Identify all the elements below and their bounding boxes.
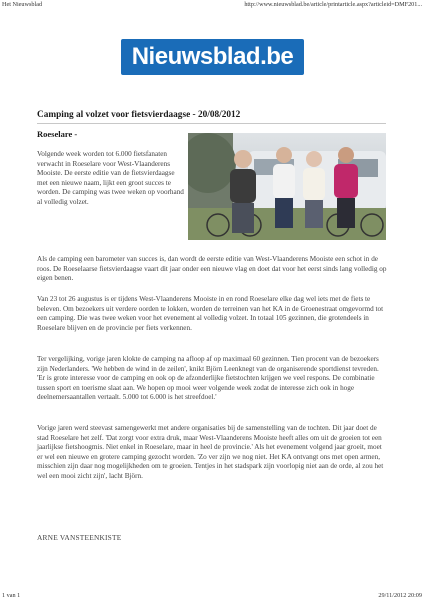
print-timestamp: 29/11/2012 20:09 (378, 592, 422, 599)
article-paragraph-2: Van 23 tot 26 augustus is er tijdens West-Vlaanderens Mooiste in en rond Roeselare elke dag wel iets met de fiets te beleven. Om bezoekers uit verdere oorden te lokken, worden de terreinen van het KA in de Groenestraat omgevormd tot een camping. Die was twee weken voor het evenement al volledig volzet. In totaal 105 gezinnen, die grotendeels in Roeselare blijven en de provincie per fiets verkennen. (37, 295, 384, 332)
article-photo (188, 133, 386, 240)
article-dateline: Roeselare - (37, 129, 78, 139)
article-paragraph-3: Ter vergelijking, vorige jaren klokte de camping na afloop af op maximaal 60 gezinnen. Tien procent van de bezoekers zijn Nederlanders. 'We hebben de wind in de zeilen', knikt Björn Leenknegt van de organiserende sportdienst tevreden. 'Er is grote interesse voor de camping en ook op de afzonderlijke fietstochten krijgen we veel respons. De combinatie tussen sport en toerisme slaat aan. We hopen op mooi weer volgende week zodat de interesse zich ook in hoge deelnemersaantallen vertaalt. 5.000 tot 6.000 is het streefdoel.' (37, 355, 379, 402)
print-page-title: Het Nieuwsblad (2, 1, 43, 8)
article-paragraph-4: Vorige jaren werd steevast samengewerkt met andere organisaties bij de samenstelling van de tochten. Dit jaar doet de stad Roeselare het zelf. 'Dat zorgt voor extra druk, maar West-Vlaanderens Mooiste heeft alles om uit de groeien tot een jaarlijkse fietshoogmis. Niet enkel in Roeselare, maar in heel de provincie.' Als het evenement volgend jaar groeit, moet er wel een nieuwe en grotere camping gezocht worden. 'Zo ver zijn we nog niet. Het KA ontvangt ons met open armen, misschien zijn daar nog mogelijkheden om te groeien. Tentjes in het stadspark zijn voorlopig niet aan de orde, al zou het wel een mooi zicht zijn', lacht Björn. (37, 424, 384, 480)
nieuwsblad-logo: Nieuwsblad.be (121, 39, 304, 75)
article-author: ARNE VANSTEENKISTE (37, 533, 122, 542)
article-paragraph-1: Als de camping een barometer van succes is, dan wordt de eerste editie van West-Vlaanderens Mooiste een schot in de roos. De Roeselaarse fietsvierdaagse vaart dit jaar onder een nieuwe vlag en doet dat voor het eerst sinds lang volledig op eigen benen. (37, 255, 387, 283)
print-footer (0, 591, 424, 600)
headline-divider (37, 123, 386, 124)
article-intro: Volgende week worden tot 6.000 fietsfanaten verwacht in Roeselare voor West-Vlaanderens Mooiste. De eerste editie van de fietsvierdaagse met een nieuwe naam, lijkt een groot succes te worden. De camping was twee weken op voorhand al volledig volzet. (37, 150, 184, 206)
article-headline: Camping al volzet voor fietsvierdaagse - 20/08/2012 (37, 110, 241, 120)
page-count: 1 van 1 (2, 592, 21, 599)
print-header (0, 0, 424, 9)
print-url: http://www.nieuwsblad.be/article/printarticle.aspx?articleid=DMF201... (244, 1, 422, 8)
